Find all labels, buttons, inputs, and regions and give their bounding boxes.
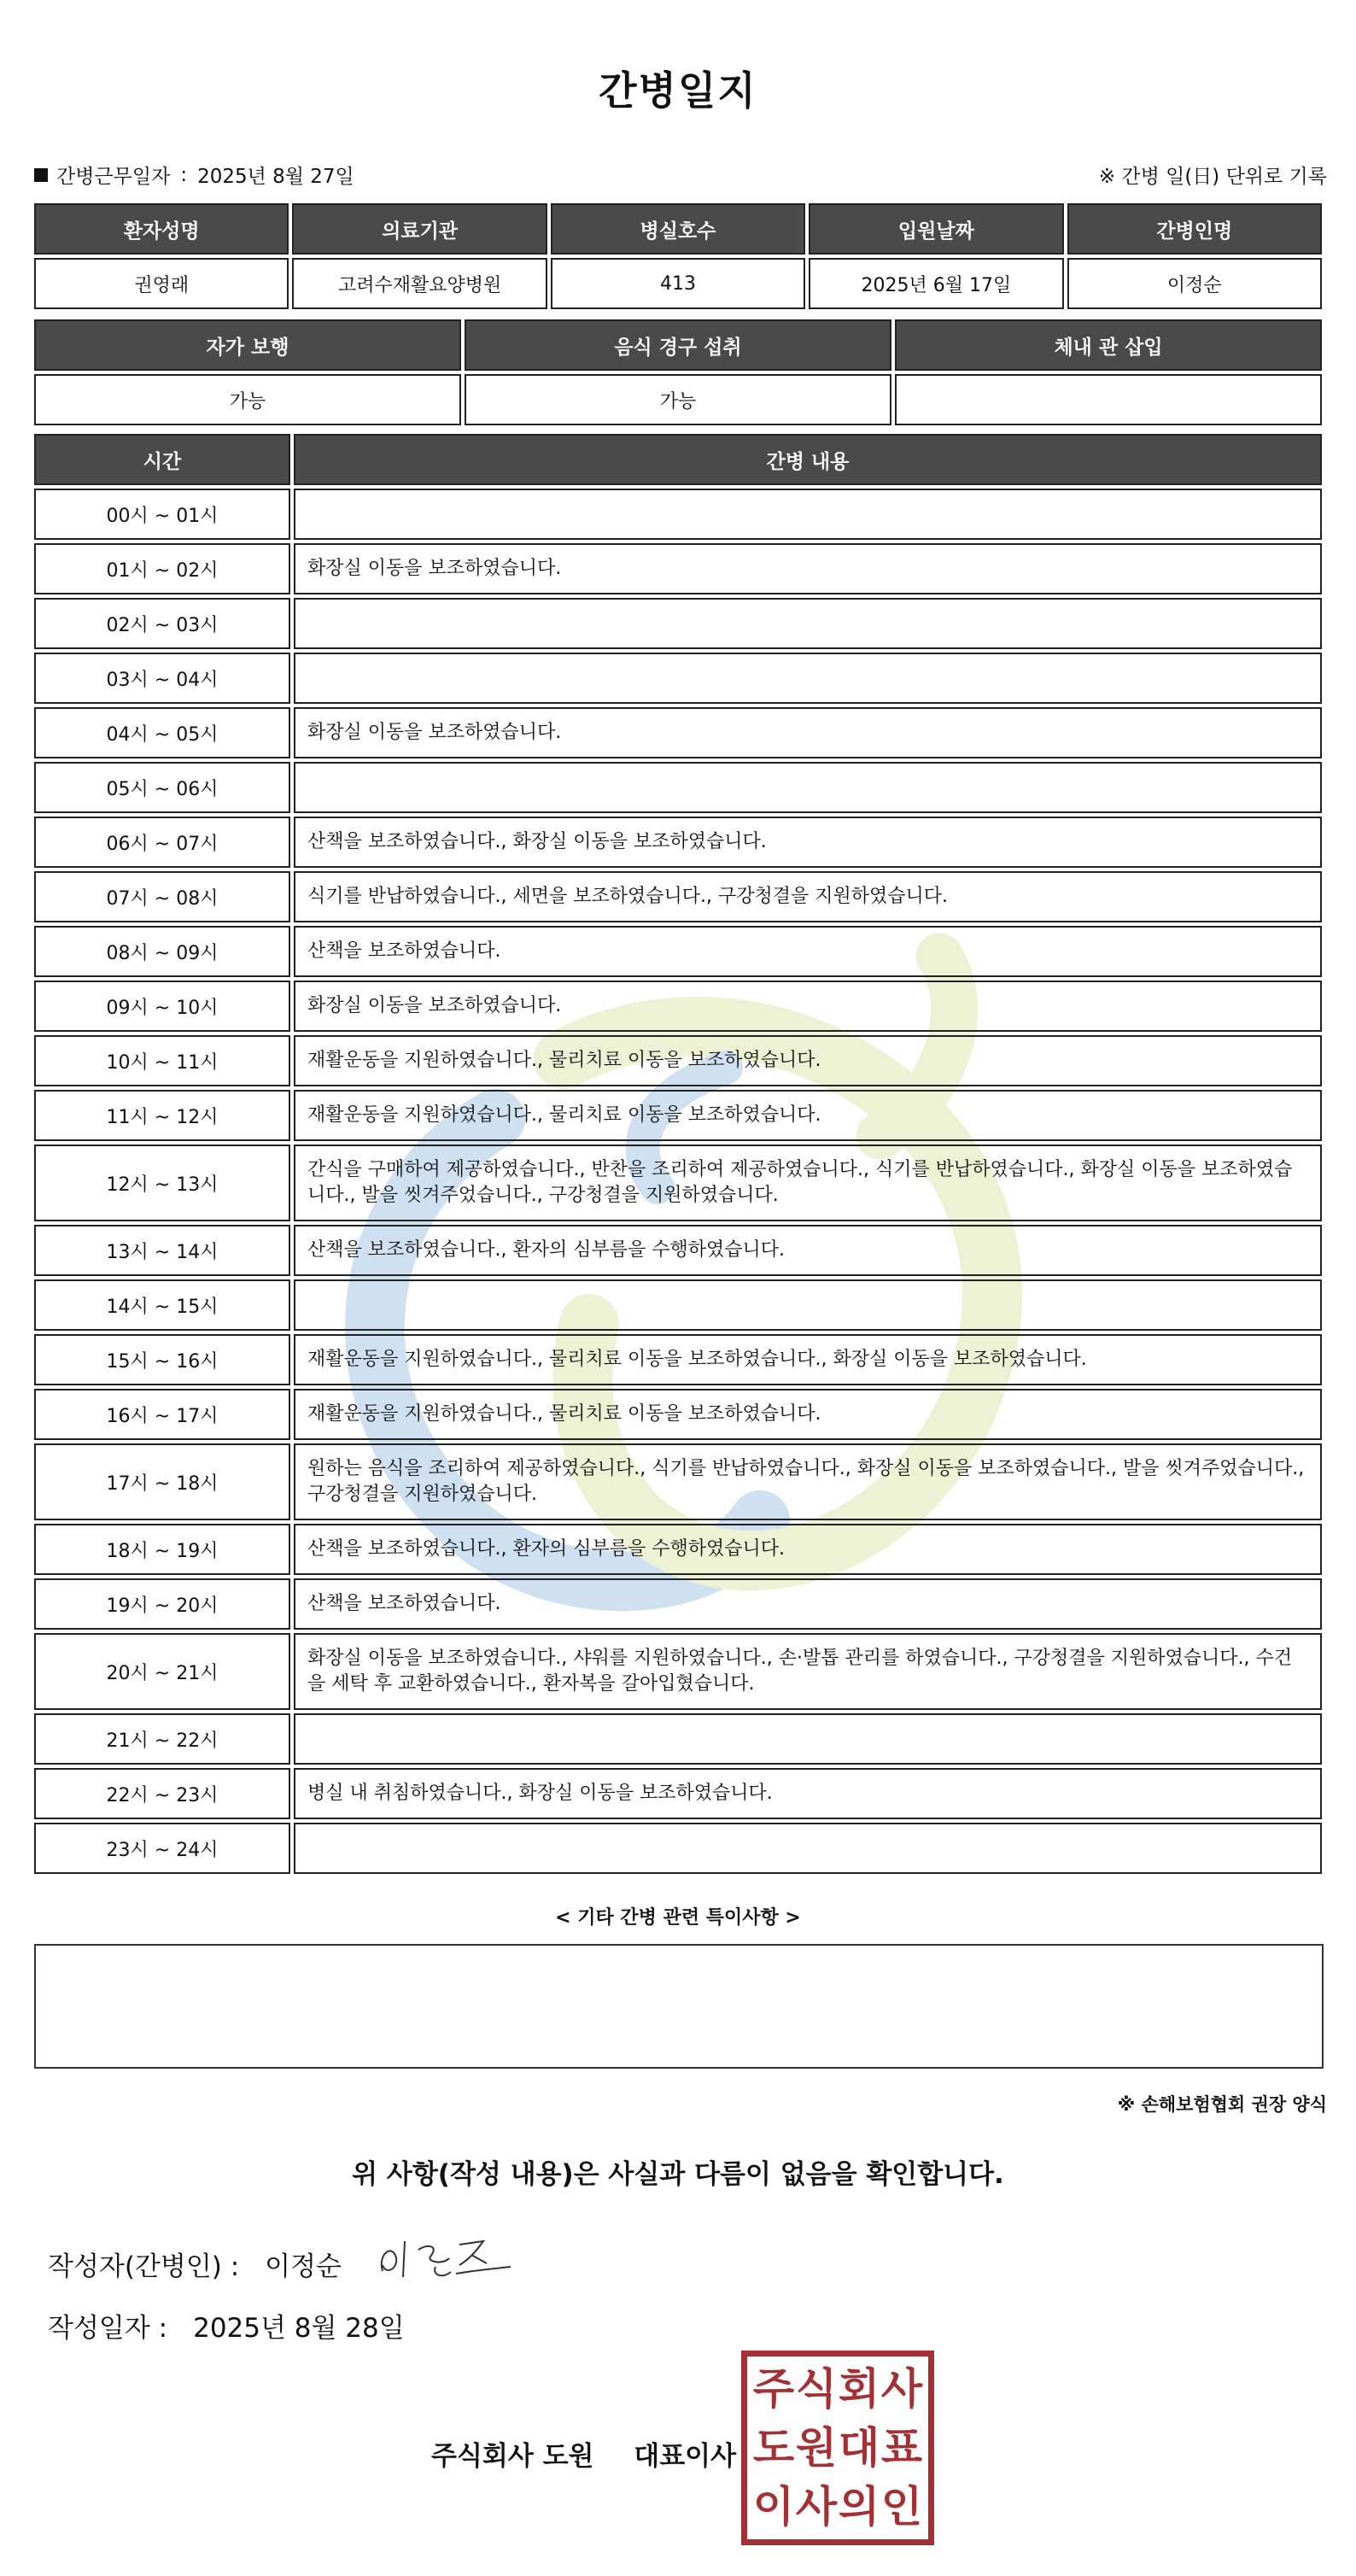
seal-character: 인 bbox=[880, 2481, 923, 2532]
table-row bbox=[34, 598, 1322, 649]
seal-character: 사 bbox=[880, 2364, 923, 2415]
header-tube-insertion: 체내 관 삽입 bbox=[895, 319, 1322, 371]
care-content-cell bbox=[294, 598, 1322, 649]
seal-character: 회 bbox=[838, 2364, 880, 2415]
care-content-cell bbox=[294, 762, 1322, 813]
admission-date: 2025년 6월 17일 bbox=[809, 258, 1063, 309]
company-name: 주식회사 도원 bbox=[431, 2441, 594, 2472]
writer-label: 작성자(간병인) : bbox=[48, 2251, 240, 2282]
seal-character: 이 bbox=[752, 2481, 795, 2532]
table-row bbox=[34, 1279, 1322, 1331]
time-cell: 11시 ~ 12시 bbox=[34, 1090, 290, 1141]
header-caregiver-name: 간병인명 bbox=[1067, 203, 1322, 255]
square-bullet-icon bbox=[34, 168, 48, 182]
care-content-cell: 간식을 구매하여 제공하였습니다., 반찬을 조리하여 제공하였습니다., 식기를 반납하였습니다., 화장실 이동을 보조하였습니다., 발을 씻겨주었습니다., 구강청결을 지원하였습니다. bbox=[294, 1145, 1322, 1221]
time-cell: 19시 ~ 20시 bbox=[34, 1578, 290, 1630]
time-cell: 23시 ~ 24시 bbox=[34, 1823, 290, 1874]
table-row bbox=[34, 926, 1322, 977]
work-date-separator: : bbox=[180, 163, 188, 186]
care-content-cell bbox=[294, 1279, 1322, 1331]
table-row bbox=[34, 1225, 1322, 1276]
time-cell: 03시 ~ 04시 bbox=[34, 653, 290, 704]
care-content-cell: 재활운동을 지원하였습니다., 물리치료 이동을 보조하였습니다. bbox=[294, 1035, 1322, 1086]
self-walking: 가능 bbox=[34, 374, 461, 425]
table-row bbox=[34, 981, 1322, 1032]
company-seal-stamp bbox=[741, 2351, 934, 2545]
table-row bbox=[34, 374, 1322, 425]
handwritten-signature bbox=[367, 2224, 521, 2292]
table-row bbox=[34, 1035, 1322, 1086]
company-line bbox=[431, 2434, 736, 2473]
time-cell: 21시 ~ 22시 bbox=[34, 1713, 290, 1765]
time-cell: 05시 ~ 06시 bbox=[34, 762, 290, 813]
tube-insertion bbox=[895, 374, 1322, 425]
table-row bbox=[34, 871, 1322, 922]
table-row bbox=[34, 543, 1322, 594]
care-content-cell: 병실 내 취침하였습니다., 화장실 이동을 보조하였습니다. bbox=[294, 1768, 1322, 1819]
time-cell: 16시 ~ 17시 bbox=[34, 1389, 290, 1440]
care-content-cell bbox=[294, 653, 1322, 704]
remarks-box bbox=[34, 1944, 1324, 2069]
page-title: 간병일지 bbox=[599, 67, 757, 114]
patient-status-table bbox=[31, 316, 1325, 429]
table-header-row bbox=[34, 203, 1322, 255]
care-content-cell: 산책을 보조하였습니다., 환자의 심부름을 수행하였습니다. bbox=[294, 1225, 1322, 1276]
time-cell: 02시 ~ 03시 bbox=[34, 598, 290, 649]
care-log-table bbox=[31, 430, 1325, 1877]
care-content-cell bbox=[294, 1713, 1322, 1765]
table-row bbox=[34, 817, 1322, 868]
table-row bbox=[34, 1145, 1322, 1221]
care-content-cell: 화장실 이동을 보조하였습니다. bbox=[294, 707, 1322, 758]
header-patient-name: 환자성명 bbox=[34, 203, 289, 255]
table-row bbox=[34, 653, 1322, 704]
patient-name: 권영래 bbox=[34, 258, 289, 309]
time-cell: 10시 ~ 11시 bbox=[34, 1035, 290, 1086]
care-content-cell: 재활운동을 지원하였습니다., 물리치료 이동을 보조하였습니다. bbox=[294, 1090, 1322, 1141]
work-date bbox=[34, 161, 354, 189]
care-content-cell: 원하는 음식을 조리하여 제공하였습니다., 식기를 반납하였습니다., 화장실 이동을 보조하였습니다., 발을 씻겨주었습니다., 구강청결을 지원하였습니다. bbox=[294, 1443, 1322, 1520]
table-row bbox=[34, 489, 1322, 540]
seal-character: 대 bbox=[838, 2422, 880, 2473]
care-content-cell: 산책을 보조하였습니다. bbox=[294, 926, 1322, 977]
oral-intake: 가능 bbox=[465, 374, 891, 425]
table-row bbox=[34, 1389, 1322, 1440]
header-admission-date: 입원날짜 bbox=[809, 203, 1063, 255]
work-date-value: 2025년 8월 27일 bbox=[197, 166, 354, 188]
care-content-cell: 식기를 반납하였습니다., 세면을 보조하였습니다., 구강청결을 지원하였습니다. bbox=[294, 871, 1322, 922]
unit-note: ※ 간병 일(日) 단위로 기록 bbox=[1098, 166, 1327, 188]
time-cell: 08시 ~ 09시 bbox=[34, 926, 290, 977]
time-cell: 12시 ~ 13시 bbox=[34, 1145, 290, 1221]
writer-name: 이정순 bbox=[265, 2251, 342, 2282]
seal-character: 도 bbox=[752, 2422, 795, 2473]
table-header-row bbox=[34, 319, 1322, 371]
table-row bbox=[34, 1823, 1322, 1874]
table-row bbox=[34, 1578, 1322, 1630]
time-cell: 01시 ~ 02시 bbox=[34, 543, 290, 594]
header-time: 시간 bbox=[34, 434, 290, 485]
written-date-value: 2025년 8월 28일 bbox=[193, 2313, 405, 2344]
time-cell: 06시 ~ 07시 bbox=[34, 817, 290, 868]
form-note: ※ 손해보험협회 권장 양식 bbox=[1117, 2094, 1327, 2115]
room-number: 413 bbox=[551, 258, 805, 309]
care-content-cell: 화장실 이동을 보조하였습니다. bbox=[294, 543, 1322, 594]
time-cell: 14시 ~ 15시 bbox=[34, 1279, 290, 1331]
header-oral-intake: 음식 경구 섭취 bbox=[465, 319, 891, 371]
care-content-cell bbox=[294, 489, 1322, 540]
table-row bbox=[34, 1633, 1322, 1710]
time-cell: 18시 ~ 19시 bbox=[34, 1524, 290, 1575]
written-date-label: 작성일자 : bbox=[48, 2313, 168, 2344]
seal-character: 주 bbox=[752, 2364, 795, 2415]
time-cell: 22시 ~ 23시 bbox=[34, 1768, 290, 1819]
care-content-cell: 산책을 보조하였습니다., 환자의 심부름을 수행하였습니다. bbox=[294, 1524, 1322, 1575]
seal-character: 사 bbox=[795, 2481, 838, 2532]
time-cell: 07시 ~ 08시 bbox=[34, 871, 290, 922]
time-cell: 04시 ~ 05시 bbox=[34, 707, 290, 758]
seal-character: 의 bbox=[838, 2481, 880, 2532]
written-date-line bbox=[48, 2306, 405, 2345]
time-cell: 20시 ~ 21시 bbox=[34, 1633, 290, 1710]
table-row bbox=[34, 762, 1322, 813]
header-hospital: 의료기관 bbox=[292, 203, 546, 255]
time-cell: 15시 ~ 16시 bbox=[34, 1334, 290, 1385]
table-row bbox=[34, 1713, 1322, 1765]
time-cell: 09시 ~ 10시 bbox=[34, 981, 290, 1032]
patient-info-table bbox=[31, 200, 1325, 313]
header-care-content: 간병 내용 bbox=[294, 434, 1322, 485]
work-date-label: 간병근무일자 bbox=[56, 166, 171, 188]
company-title: 대표이사 bbox=[634, 2441, 737, 2472]
care-content-cell: 산책을 보조하였습니다., 화장실 이동을 보조하였습니다. bbox=[294, 817, 1322, 868]
care-content-cell: 재활운동을 지원하였습니다., 물리치료 이동을 보조하였습니다. bbox=[294, 1389, 1322, 1440]
table-row bbox=[34, 258, 1322, 309]
care-content-cell bbox=[294, 1823, 1322, 1874]
care-content-cell: 화장실 이동을 보조하였습니다. bbox=[294, 981, 1322, 1032]
table-row bbox=[34, 1768, 1322, 1819]
table-row bbox=[34, 707, 1322, 758]
care-content-cell: 산책을 보조하였습니다. bbox=[294, 1578, 1322, 1630]
writer-line bbox=[48, 2245, 342, 2283]
seal-character: 식 bbox=[795, 2364, 838, 2415]
header-self-walking: 자가 보행 bbox=[34, 319, 461, 371]
time-cell: 00시 ~ 01시 bbox=[34, 489, 290, 540]
seal-character: 원 bbox=[795, 2422, 838, 2473]
caregiver-name: 이정순 bbox=[1067, 258, 1322, 309]
confirmation-statement: 위 사항(작성 내용)은 사실과 다름이 없음을 확인합니다. bbox=[352, 2159, 1004, 2190]
table-row bbox=[34, 1334, 1322, 1385]
seal-character: 표 bbox=[880, 2422, 923, 2473]
table-row bbox=[34, 1443, 1322, 1520]
table-row bbox=[34, 1090, 1322, 1141]
remarks-title: < 기타 간병 관련 특이사항 > bbox=[555, 1907, 801, 1929]
care-content-cell: 재활운동을 지원하였습니다., 물리치료 이동을 보조하였습니다., 화장실 이동을 보조하였습니다. bbox=[294, 1334, 1322, 1385]
care-content-cell: 화장실 이동을 보조하였습니다., 샤워를 지원하였습니다., 손·발톱 관리를 하였습니다., 구강청결을 지원하였습니다., 수건을 세탁 후 교환하였습니다., 환자복을 갈아입혔습니다. bbox=[294, 1633, 1322, 1710]
header-room: 병실호수 bbox=[551, 203, 805, 255]
table-row bbox=[34, 1524, 1322, 1575]
time-cell: 13시 ~ 14시 bbox=[34, 1225, 290, 1276]
time-cell: 17시 ~ 18시 bbox=[34, 1443, 290, 1520]
table-header-row bbox=[34, 434, 1322, 485]
hospital: 고려수재활요양병원 bbox=[292, 258, 546, 309]
